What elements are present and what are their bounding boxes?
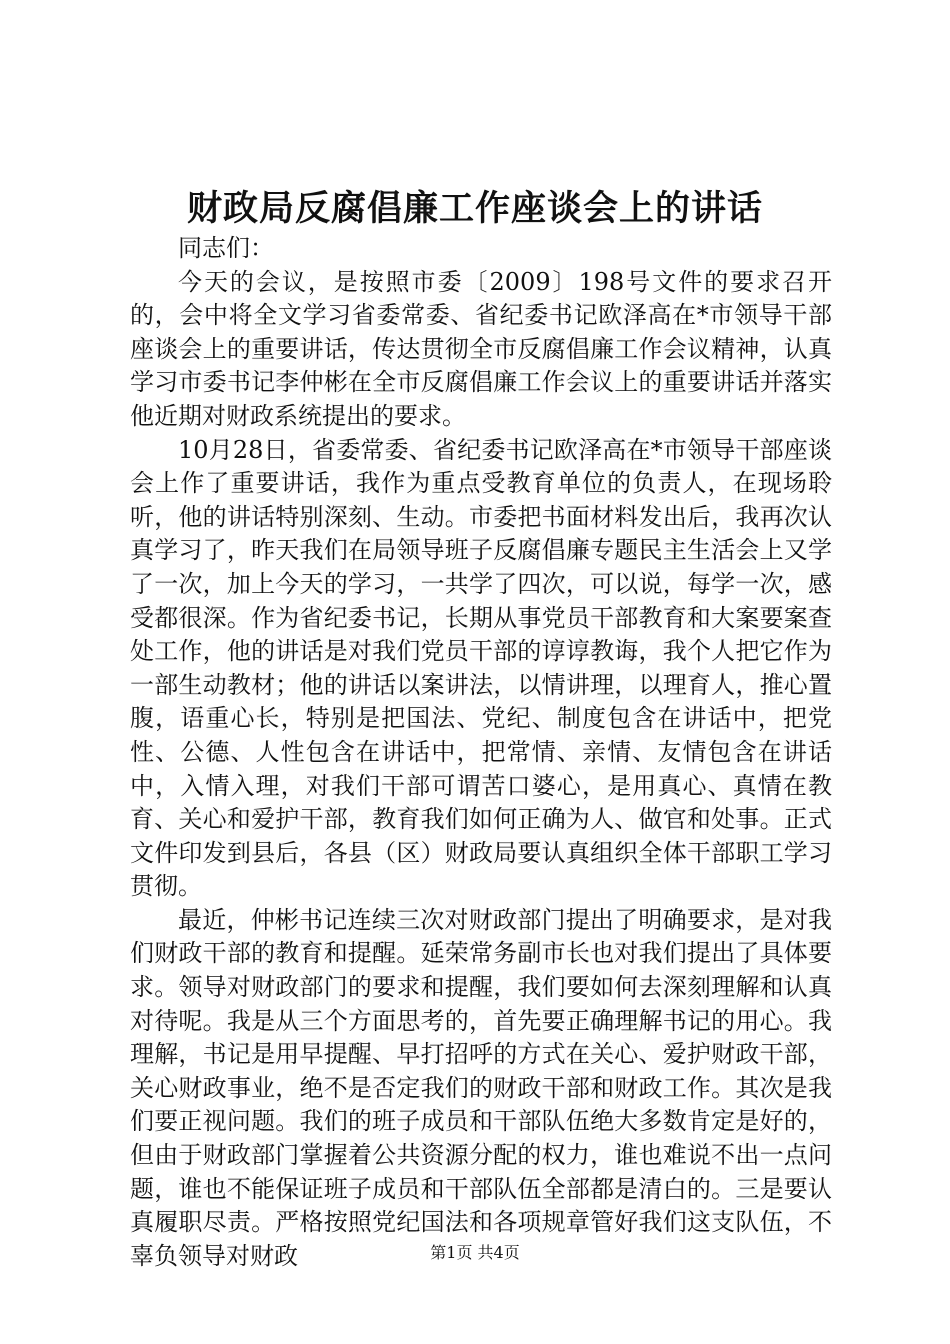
paragraph-3: 最近，仲彬书记连续三次对财政部门提出了明确要求，是对我们财政干部的教育和提醒。延荣常务副市长也对我们提出了具体要求。领导对财政部门的要求和提醒，我们要如何去深刻理解和认真对待呢。我是从三个方面思考的，首先要正确理解书记的用心。我理解，书记是用早提醒、早打招呼的方式在关心、爱护财政干部，关心财政事业，绝不是否定我们的财政干部和财政工作。其次是我们要正视问题。我们的班子成员和干部队伍绝大多数肯定是好的，但由于财政部门掌握着公共资源分配的权力，谁也难说不出一点问题，谁也不能保证班子成员和干部队伍全部都是清白的。三是要认真履职尽责。严格按照党纪国法和各项规章管好我们这支队伍，不辜负领导对财政 [130, 905, 832, 1270]
greeting: 同志们： [178, 234, 274, 262]
paragraph-1: 今天的会议，是按照市委〔2009〕198号文件的要求召开的，会中将全文学习省委常委、省纪委书记欧泽高在*市领导干部座谈会上的重要讲话，传达贯彻全市反腐倡廉工作会议精神，认真学习市委书记李仲彬在全市反腐倡廉工作会议上的重要讲话并落实他近期对财政系统提出的要求。 [130, 267, 832, 430]
paragraph-2: 10月28日，省委常委、省纪委书记欧泽高在*市领导干部座谈会上作了重要讲话，我作为重点受教育单位的负责人，在现场聆听，他的讲话特别深刻、生动。市委把书面材料发出后，我再次认真学习了，昨天我们在局领导班子反腐倡廉专题民主生活会上又学了一次，加上今天的学习，一共学了四次，可以说，每学一次，感受都很深。作为省纪委书记，长期从事党员干部教育和大案要案查处工作，他的讲话是对我们党员干部的谆谆教诲，我个人把它作为一部生动教材；他的讲话以案讲法，以情讲理，以理育人，推心置腹，语重心长，特别是把国法、党纪、制度包含在讲话中，把党性、公德、人性包含在讲话中，把常情、亲情、友情包含在讲话中，入情入理，对我们干部可谓苦口婆心，是用真心、真情在教育、关心和爱护干部，教育我们如何正确为人、做官和处事。正式文件印发到县后，各县（区）财政局要认真组织全体干部职工学习贯彻。 [130, 435, 832, 901]
document-body [130, 232, 832, 1273]
page-footer: 第1页 共4页 [430, 1243, 520, 1262]
document-title: 财政局反腐倡廉工作座谈会上的讲话 [186, 188, 763, 229]
